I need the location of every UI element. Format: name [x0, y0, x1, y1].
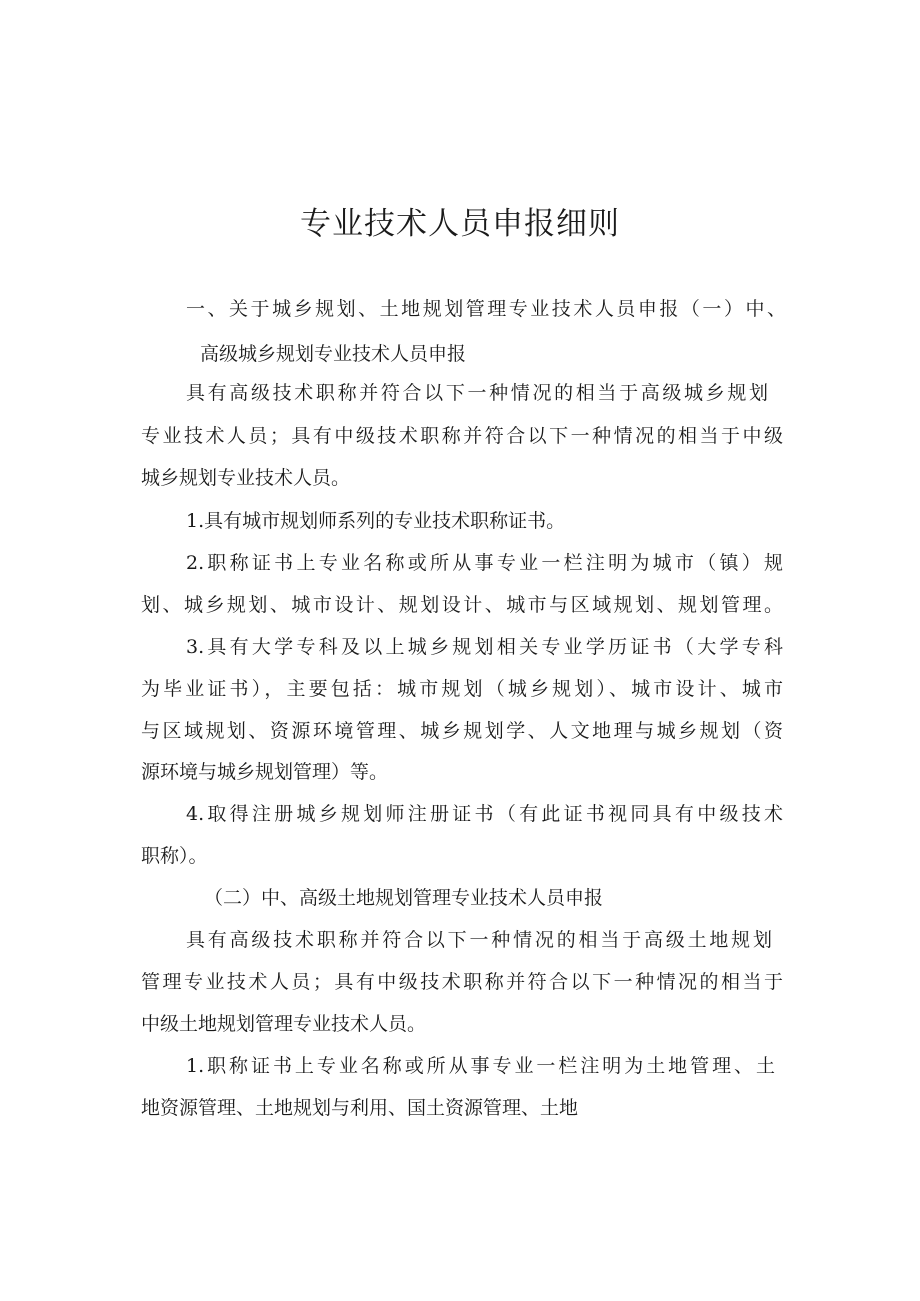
list-item: 1.职称证书上专业名称或所从事专业一栏注明为土地管理、土 — [186, 1055, 775, 1077]
paragraph-line: 为毕业证书），主要包括：城市规划（城乡规划）、城市设计、城市 — [141, 678, 783, 700]
paragraph-line: 高级城乡规划专业技术人员申报 — [200, 343, 467, 365]
list-item: 2.职称证书上专业名称或所从事专业一栏注明为城市（镇）规 — [186, 552, 783, 574]
paragraph-line: 专业技术人员；具有中级技术职称并符合以下一种情况的相当于中级 — [141, 425, 783, 447]
paragraph-line: 一、关于城乡规划、土地规划管理专业技术人员申报（一）中、 — [186, 298, 786, 320]
page-title: 专业技术人员申报细则 — [300, 206, 620, 242]
paragraph-line: 中级土地规划管理专业技术人员。 — [141, 1013, 427, 1035]
list-item: 4.取得注册城乡规划师注册证书（有此证书视同具有中级技术 — [186, 803, 783, 825]
paragraph-line: 源环境与城乡规划管理）等。 — [141, 761, 389, 783]
paragraph-line: 具有高级技术职称并符合以下一种情况的相当于高级土地规划 — [186, 929, 772, 951]
paragraph-line: 城乡规划专业技术人员。 — [141, 467, 351, 489]
paragraph-line: 职称）。 — [141, 845, 208, 867]
list-item: 1.具有城市规划师系列的专业技术职称证书。 — [186, 510, 566, 532]
paragraph-line: 具有高级技术职称并符合以下一种情况的相当于高级城乡规划 — [186, 382, 768, 404]
paragraph-line: 管理专业技术人员；具有中级技术职称并符合以下一种情况的相当于 — [141, 971, 783, 993]
paragraph-line: 与区域规划、资源环境管理、城乡规划学、人文地理与城乡规划（资 — [141, 720, 783, 742]
list-item: 3.具有大学专科及以上城乡规划相关专业学历证书（大学专科 — [186, 636, 783, 658]
paragraph-line: 地资源管理、土地规划与利用、国土资源管理、土地 — [141, 1097, 579, 1119]
paragraph-line: 划、城乡规划、城市设计、规划设计、城市与区域规划、规划管理。 — [141, 594, 783, 616]
section-heading: （二）中、高级土地规划管理专业技术人员申报 — [204, 887, 604, 909]
